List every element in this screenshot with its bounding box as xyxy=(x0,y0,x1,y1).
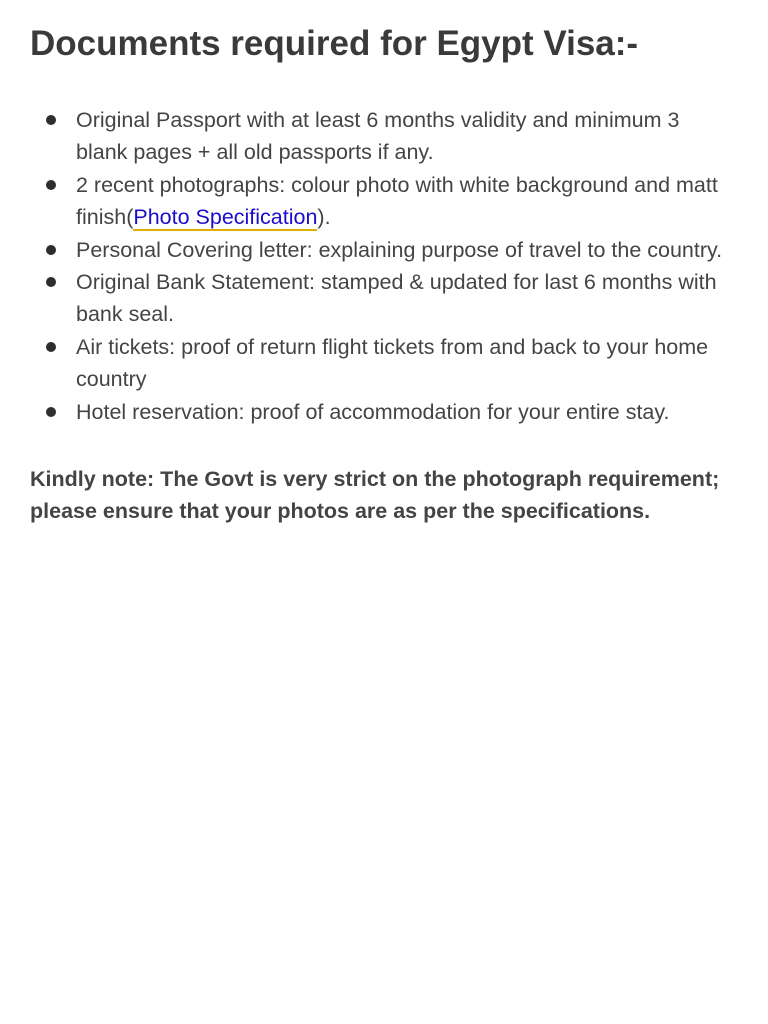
list-item-text: Personal Covering letter: explaining purpose of travel to the country. xyxy=(76,237,723,262)
bullet-icon xyxy=(46,245,56,255)
list-item-text: Air tickets: proof of return flight tickets from and back to your home country xyxy=(76,334,709,392)
list-item-photographs xyxy=(30,169,730,234)
list-item-text-after: ). xyxy=(317,205,331,230)
list-item-text: 2 recent photographs: colour photo with white background and matt finish( xyxy=(76,172,718,230)
bullet-icon xyxy=(46,180,56,190)
photo-specification-link[interactable]: Photo Specification xyxy=(133,205,318,230)
list-item-text: Original Passport with at least 6 months validity and minimum 3 blank pages + all old passports if any. xyxy=(76,108,680,165)
kindly-note: Kindly note: The Govt is very strict on the photograph requirement; please ensure that your photos are as per the specifications. xyxy=(30,467,720,524)
bullet-icon xyxy=(46,407,56,417)
list-item-hotel-reservation xyxy=(30,396,730,428)
list-item-bank-statement xyxy=(30,266,730,331)
document-content xyxy=(30,22,730,528)
bullet-icon xyxy=(46,277,56,287)
list-item-passport xyxy=(30,104,730,169)
bullet-icon xyxy=(46,342,56,352)
page-title: Documents required for Egypt Visa:- xyxy=(30,24,639,63)
list-item-covering-letter xyxy=(30,234,730,266)
list-item-text: Original Bank Statement: stamped & updated for last 6 months with bank seal. xyxy=(76,270,717,327)
documents-list xyxy=(30,104,730,428)
list-item-air-tickets xyxy=(30,331,730,396)
list-item-text: Hotel reservation: proof of accommodation for your entire stay. xyxy=(76,399,670,424)
bullet-icon xyxy=(46,115,56,125)
